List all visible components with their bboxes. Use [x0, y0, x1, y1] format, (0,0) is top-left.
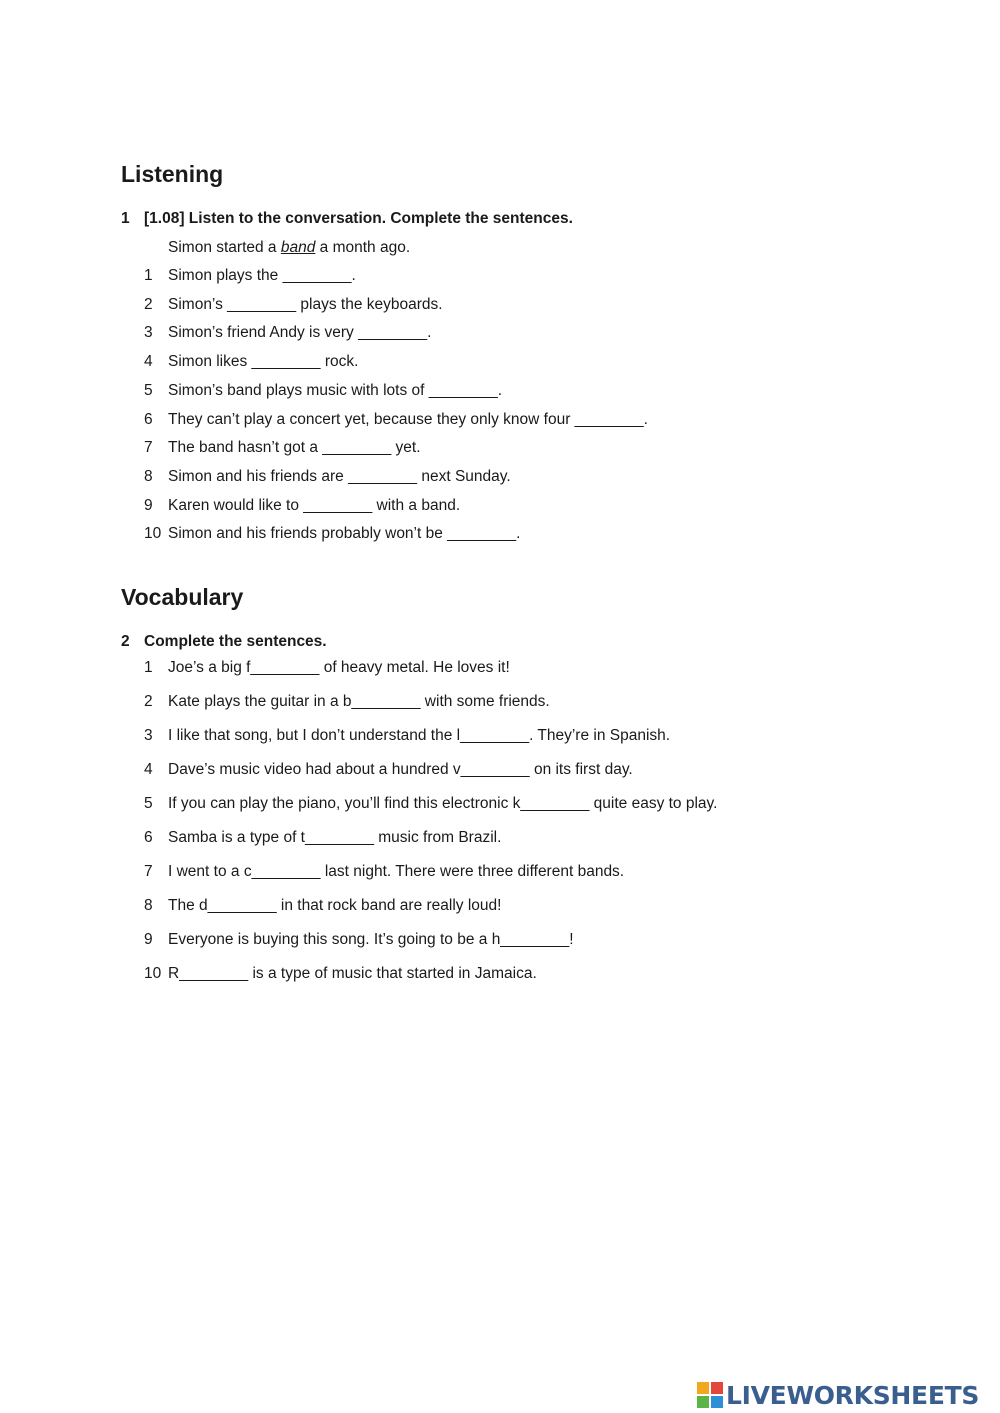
example-answer: band: [280, 239, 316, 256]
item-number: 10: [144, 525, 162, 543]
listening-example: [144, 237, 410, 259]
listening-instruction: [121, 209, 573, 229]
item-number: 7: [144, 863, 153, 880]
item-number: 9: [144, 496, 153, 514]
vocabulary-item: [144, 725, 670, 747]
item-number: 1: [144, 267, 153, 284]
item-text: Joe’s a big f________ of heavy metal. He loves it!: [168, 659, 510, 676]
vocabulary-title: Vocabulary: [121, 584, 244, 610]
item-number: 8: [144, 897, 153, 914]
instruction-number: 1: [121, 210, 130, 227]
listening-item: [144, 437, 421, 459]
instruction-text: Complete the sentences.: [144, 633, 327, 650]
item-number: 7: [144, 439, 153, 457]
vocabulary-item: [144, 793, 717, 815]
listening-item: [144, 409, 648, 431]
item-number: 3: [144, 727, 153, 744]
vocabulary-item: [144, 691, 550, 713]
liveworksheets-logo-icon: [697, 1382, 723, 1408]
item-text: Simon’s band plays music with lots of ________.: [168, 381, 503, 399]
item-text: R________ is a type of music that started in Jamaica.: [168, 965, 537, 982]
item-number: 8: [144, 467, 153, 485]
vocabulary-item: [144, 657, 510, 679]
item-text: Samba is a type of t________ music from Brazil.: [168, 829, 502, 846]
item-text: Simon and his friends probably won’t be ________.: [168, 525, 521, 543]
item-number: 6: [144, 829, 153, 846]
item-text: Kate plays the guitar in a b________ with some friends.: [168, 693, 550, 710]
listening-title: Listening: [121, 161, 224, 187]
vocabulary-instruction: [121, 632, 327, 652]
footer-brand: LIVEWORKSHEETS: [726, 1380, 980, 1410]
item-text: Dave’s music video had about a hundred v________ on its first day.: [168, 761, 633, 778]
item-text: I went to a c________ last night. There were three different bands.: [168, 863, 625, 880]
listening-item: [144, 294, 443, 316]
item-number: 4: [144, 353, 153, 371]
vocabulary-item: [144, 929, 574, 951]
item-number: 10: [144, 965, 162, 982]
item-number: 4: [144, 761, 153, 778]
item-text: The d________ in that rock band are really loud!: [168, 897, 502, 914]
item-text: If you can play the piano, you’ll find this electronic k________ quite easy to play.: [168, 795, 718, 812]
vocabulary-item: [144, 861, 624, 883]
listening-item: [144, 265, 356, 287]
item-text: Karen would like to ________ with a band.: [168, 496, 461, 514]
listening-item: [144, 322, 431, 344]
item-text: The band hasn’t got a ________ yet.: [168, 439, 421, 457]
item-text: They can’t play a concert yet, because they only know four ________.: [168, 410, 648, 428]
item-number: 1: [144, 659, 153, 676]
example-before: Simon started a: [168, 239, 281, 256]
item-text: Simon’s ________ plays the keyboards.: [168, 295, 443, 313]
vocabulary-item: [144, 827, 501, 849]
listening-item: [144, 523, 520, 545]
item-number: 6: [144, 410, 153, 428]
vocabulary-item: [144, 895, 501, 917]
item-text: I like that song, but I don’t understand the l________. They’re in Spanish.: [168, 727, 671, 744]
item-number: 5: [144, 795, 153, 812]
item-text: Simon plays the ________.: [168, 267, 356, 284]
listening-item: [144, 495, 460, 517]
item-text: Everyone is buying this song. It’s going to be a h________!: [168, 931, 574, 948]
listening-item: [144, 380, 502, 402]
item-number: 9: [144, 931, 153, 948]
item-number: 2: [144, 693, 153, 710]
item-text: Simon and his friends are ________ next Sunday.: [168, 467, 511, 485]
item-number: 2: [144, 295, 153, 313]
vocabulary-item: [144, 963, 537, 985]
instruction-number: 2: [121, 633, 130, 650]
item-text: Simon likes ________ rock.: [168, 353, 359, 371]
item-number: 5: [144, 381, 153, 399]
listening-item: [144, 351, 358, 373]
vocabulary-item: [144, 759, 633, 781]
instruction-text: [1.08] Listen to the conversation. Complete the sentences.: [144, 210, 573, 227]
item-number: 3: [144, 324, 153, 342]
listening-item: [144, 466, 511, 488]
example-after: a month ago.: [315, 239, 411, 256]
item-text: Simon’s friend Andy is very ________.: [168, 324, 432, 342]
footer-logo[interactable]: [697, 1378, 979, 1412]
